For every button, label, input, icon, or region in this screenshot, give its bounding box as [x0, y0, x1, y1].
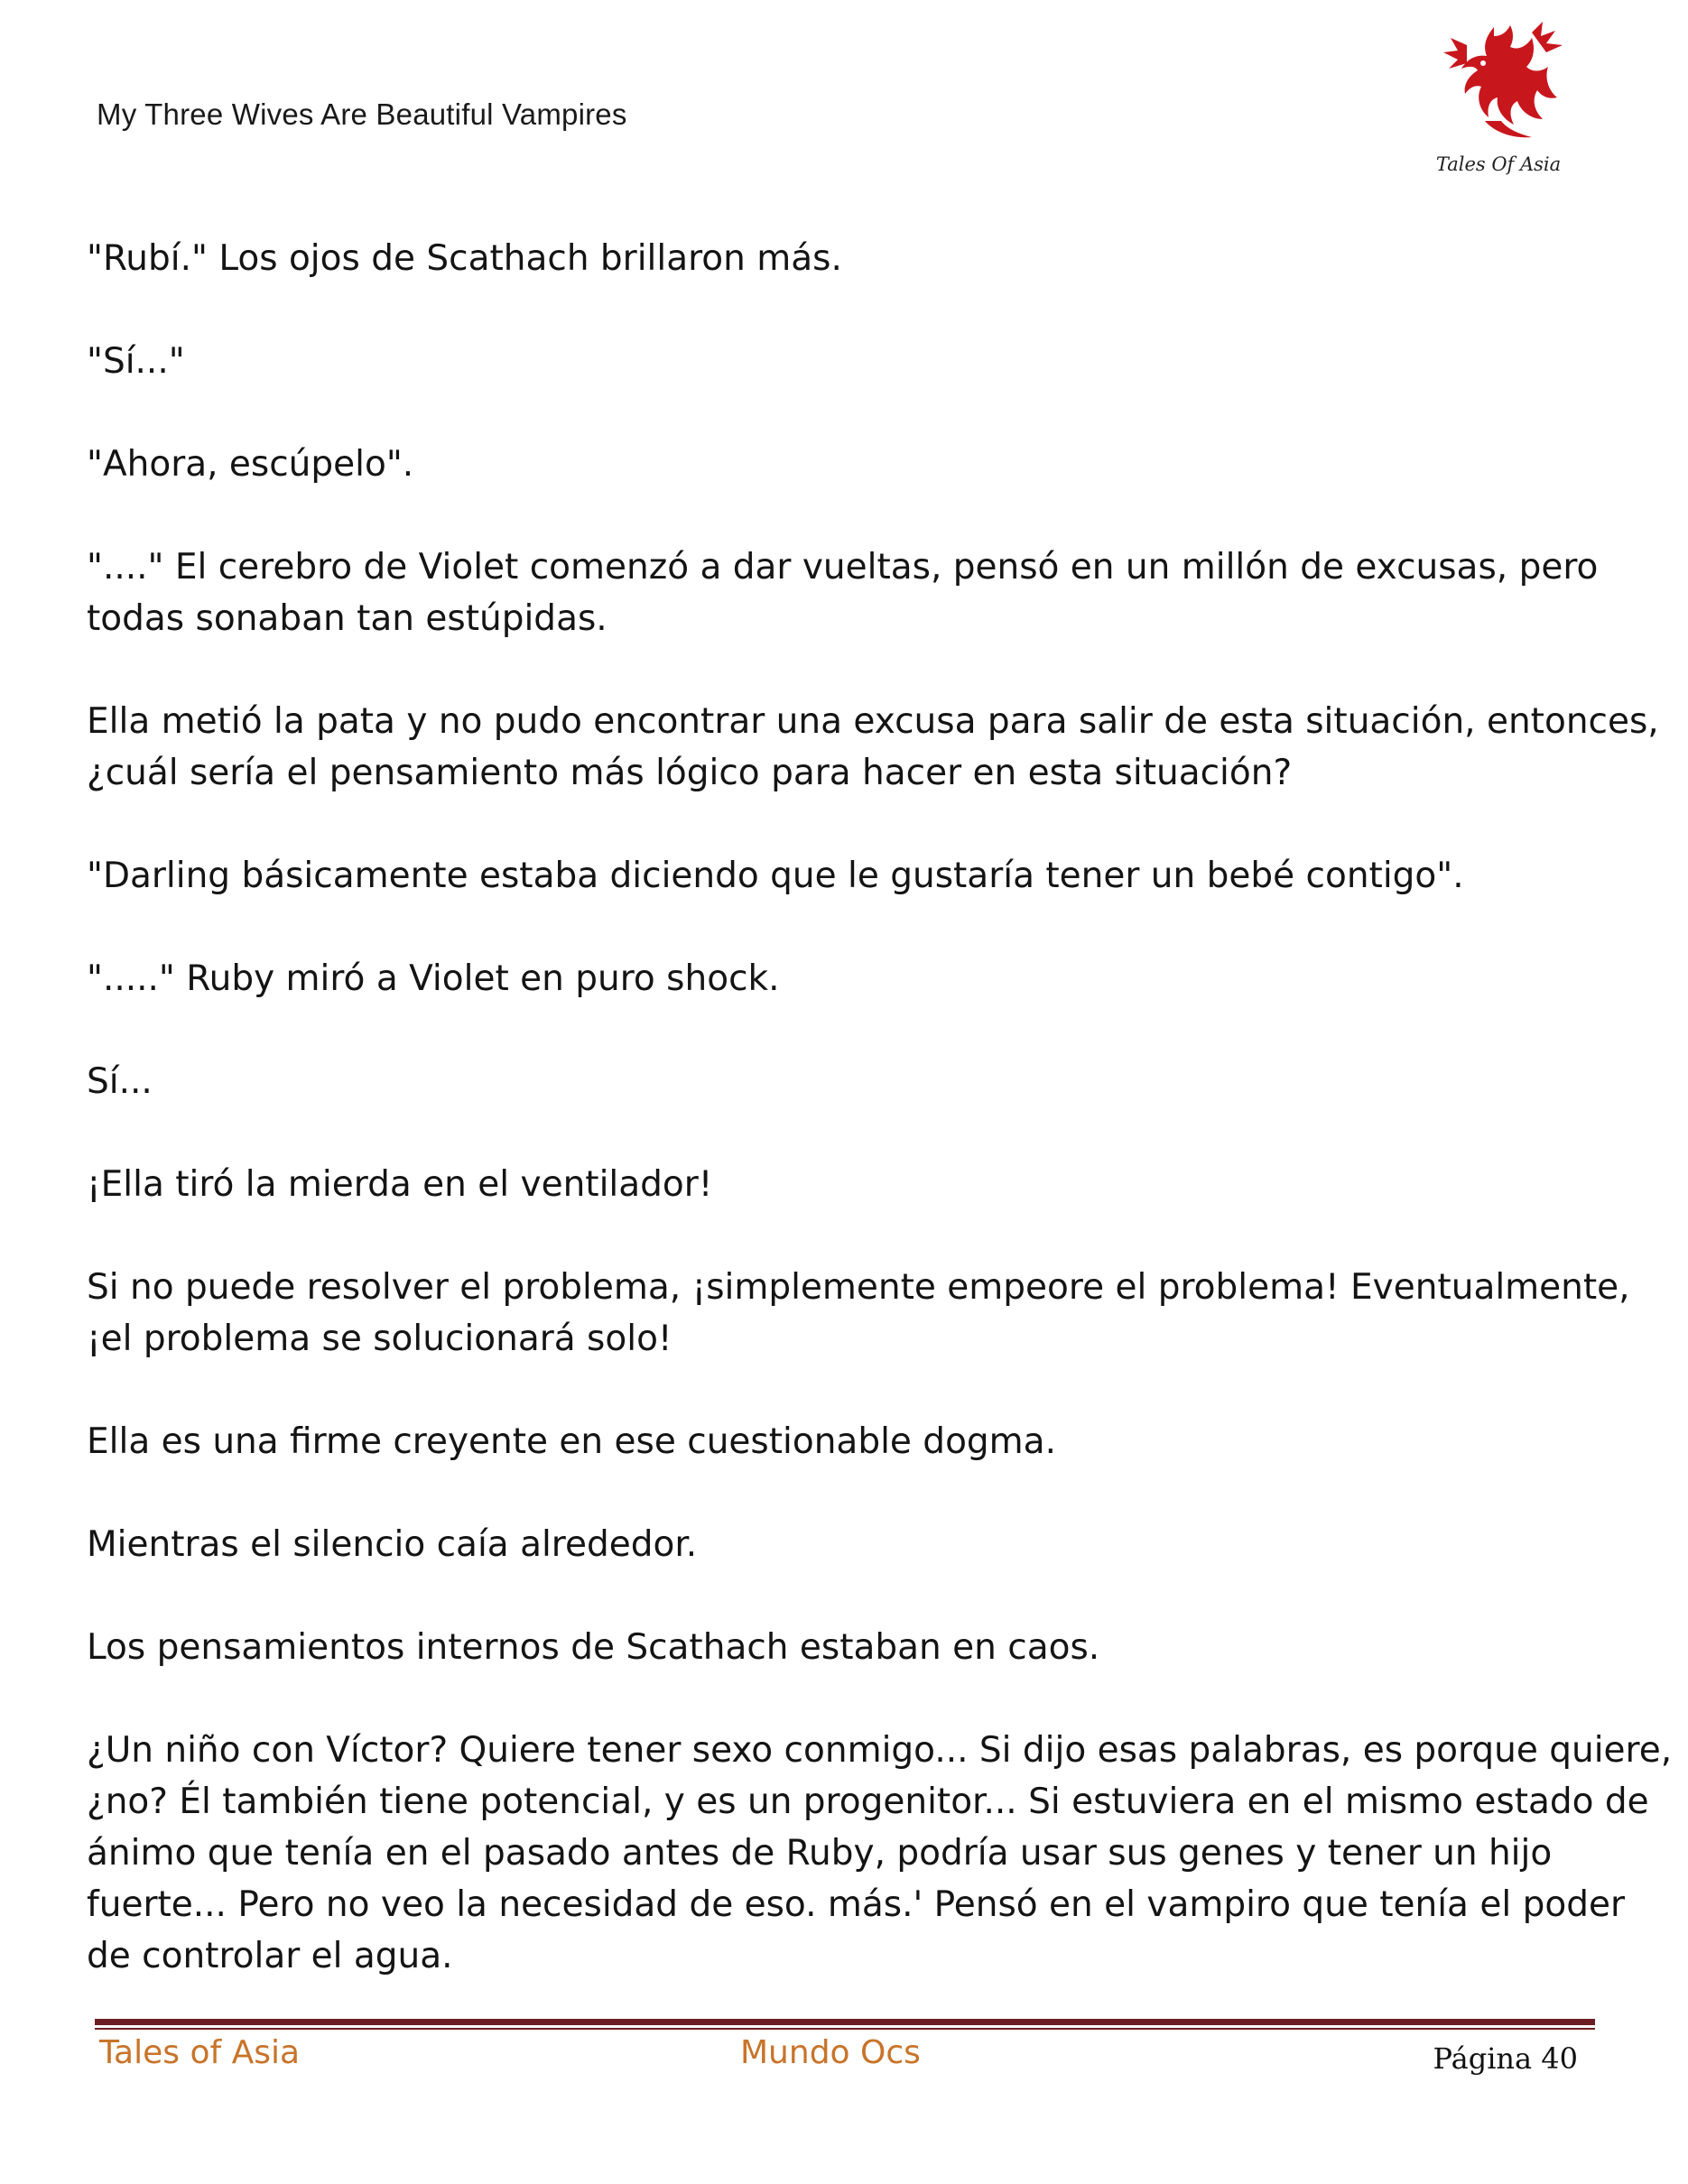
text-line: Mientras el silencio caía alrededor.: [87, 1524, 698, 1565]
text-line: "Darling básicamente estaba diciendo que le gustaría tener un bebé contigo".: [87, 856, 1464, 896]
text-line: fuerte... Pero no veo la necesidad de eso. más.' Pensó en el vampiro que tenía el poder: [87, 1884, 1625, 1925]
page-number: Página 40: [1433, 2041, 1578, 2076]
text-line: ánimo que tenía en el pasado antes de Ruby, podría usar sus genes y tener un hijo: [87, 1833, 1553, 1874]
text-line: todas sonaban tan estúpidas.: [87, 598, 607, 639]
text-line: ¡el problema se solucionará solo!: [87, 1319, 672, 1359]
footer-divider-thick: [95, 2019, 1595, 2025]
tales-of-asia-logo: [1431, 20, 1566, 182]
chapter-body: [87, 233, 1673, 2033]
text-line: "...." El cerebro de Violet comenzó a dar vueltas, pensó en un millón de excusas, pero: [87, 547, 1599, 588]
paragraph: [87, 850, 1621, 902]
footer-site-name: Tales of Asia: [99, 2034, 301, 2071]
paragraph: [87, 439, 1621, 490]
text-line: Sí...: [87, 1061, 153, 1102]
text-line: "Ahora, escúpelo".: [87, 444, 414, 485]
logo-caption: Tales Of Asia: [1435, 153, 1562, 175]
text-line: Si no puede resolver el problema, ¡simplemente empeore el problema! Eventualmente,: [87, 1267, 1630, 1308]
paragraph: [87, 233, 1621, 284]
paragraph: [87, 1262, 1630, 1365]
footer-section-name: Mundo Ocs: [740, 2034, 921, 2071]
text-line: "....." Ruby miró a Violet en puro shock.: [87, 958, 780, 999]
text-line: Ella es una firme creyente en ese cuestionable dogma.: [87, 1421, 1056, 1462]
document-header-title: My Three Wives Are Beautiful Vampires: [97, 97, 627, 131]
paragraph: [87, 1056, 1621, 1107]
paragraph: [87, 541, 1621, 644]
paragraph: [87, 1159, 1621, 1210]
text-line: ¿cuál sería el pensamiento más lógico para hacer en esta situación?: [87, 753, 1293, 793]
paragraph: [87, 1622, 1621, 1673]
red-dragon-logo-icon: [1431, 20, 1566, 151]
text-line: "Rubí." Los ojos de Scathach brillaron más.: [87, 238, 842, 279]
paragraph: [87, 953, 1621, 1004]
text-line: ¿Un niño con Víctor? Quiere tener sexo conmigo... Si dijo esas palabras, es porque quiere,: [87, 1730, 1673, 1771]
text-line: de controlar el agua.: [87, 1936, 453, 1976]
text-line: "Sí...": [87, 341, 185, 382]
footer-divider-thin: [95, 2028, 1595, 2030]
paragraph: [87, 1416, 1621, 1467]
footer-divider: [95, 2019, 1595, 2031]
paragraph: [87, 336, 1621, 387]
text-line: Los pensamientos internos de Scathach estaban en caos.: [87, 1627, 1100, 1668]
text-line: ¿no? Él también tiene potencial, y es un progenitor... Si estuviera en el mismo estado de: [87, 1781, 1649, 1822]
paragraph: [87, 1725, 1673, 1982]
text-line: ¡Ella tiró la mierda en el ventilador!: [87, 1164, 713, 1205]
paragraph: [87, 696, 1659, 799]
paragraph: [87, 1519, 1621, 1570]
text-line: Ella metió la pata y no pudo encontrar una excusa para salir de esta situación, entonces,: [87, 701, 1659, 742]
